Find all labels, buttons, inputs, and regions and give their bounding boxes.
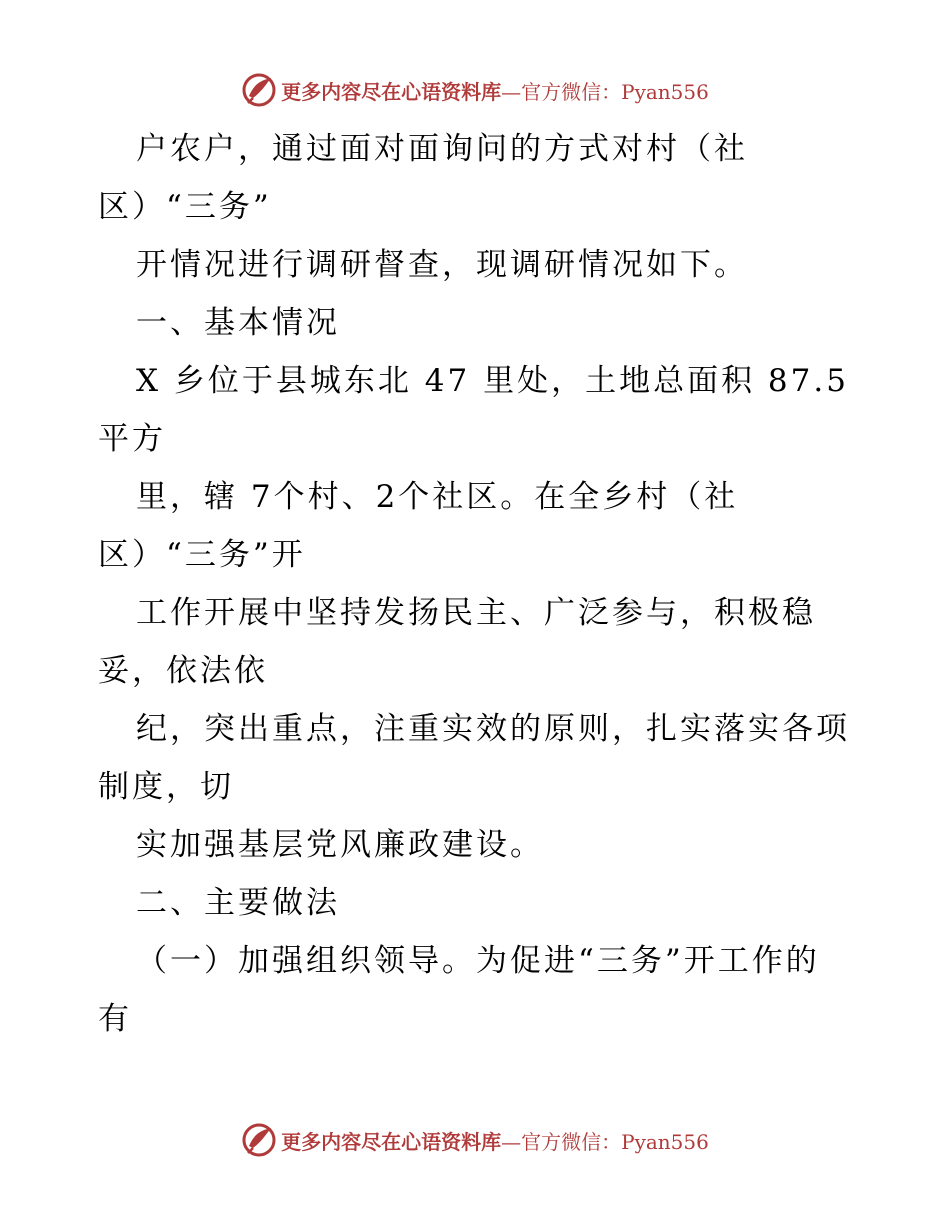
text-line: 实加强基层党风廉政建设。	[136, 827, 544, 863]
text-line: 有	[98, 1001, 132, 1037]
banner-main-text: 更多内容尽在心语资料库	[281, 1129, 502, 1154]
text-line: 制度，切	[98, 769, 234, 805]
footer-banner-inner	[241, 1122, 709, 1158]
text-line: 里，辖 7个村、2个社区。在全乡村（社	[136, 479, 739, 515]
banner-main-text: 更多内容尽在心语资料库	[281, 79, 502, 104]
text-line: （一）加强组织领导。为促进“三务”开工作的	[136, 943, 820, 979]
text-line: 开情况进行调研督查，现调研情况如下。	[136, 247, 748, 283]
header-banner	[0, 70, 950, 110]
text-line: 一、基本情况	[136, 305, 340, 341]
text-line: 妥，依法依	[98, 653, 268, 689]
banner-tail-text: —官方微信：Pyan556	[501, 1129, 709, 1154]
logo-icon	[241, 1122, 277, 1158]
text-line: 户农户，通过面对面询问的方式对村（社	[136, 131, 748, 167]
text-line: 平方	[98, 421, 166, 457]
banner-text	[281, 1126, 709, 1155]
text-line: 区）“三务”	[98, 189, 272, 225]
header-banner-inner	[241, 72, 709, 108]
banner-tail-text: —官方微信：Pyan556	[501, 79, 709, 104]
footer-banner	[0, 1120, 950, 1160]
text-line: 二、主要做法	[136, 885, 340, 921]
logo-icon	[241, 72, 277, 108]
text-line: 工作开展中坚持发扬民主、广泛参与，积极稳	[136, 595, 816, 631]
banner-text	[281, 76, 709, 105]
document-body	[98, 120, 878, 1048]
text-line: 纪，突出重点，注重实效的原则，扎实落实各项	[136, 711, 850, 747]
text-line: 区）“三务”开	[98, 537, 306, 573]
text-line: X 乡位于县城东北 47 里处，土地总面积 87.5	[136, 363, 849, 399]
